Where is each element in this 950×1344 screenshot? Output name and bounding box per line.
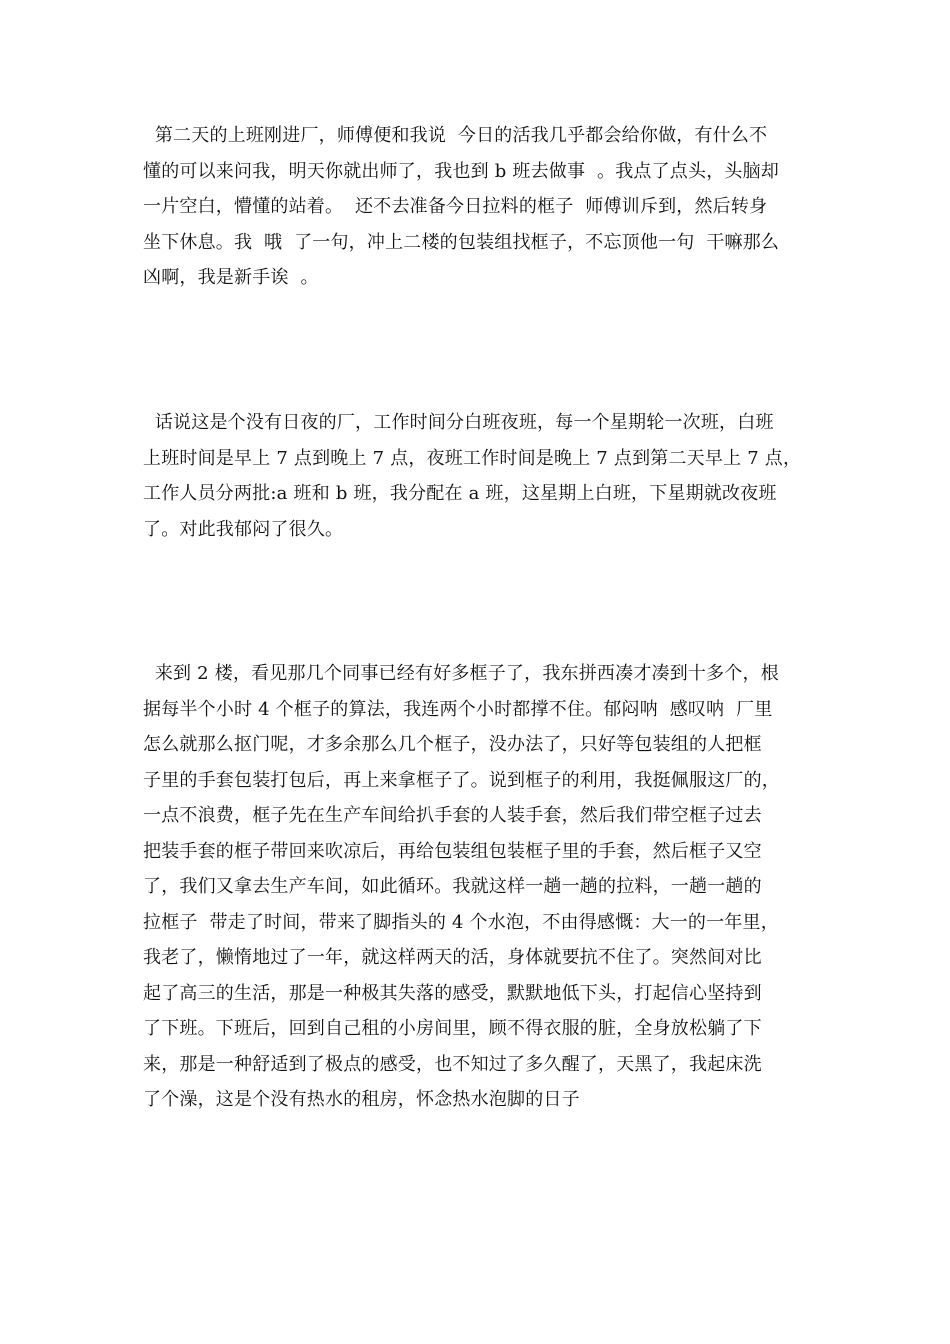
text-line: 工作人员分两批:a 班和 b 班，我分配在 a 班，这星期上白班，下星期就改夜班 <box>143 483 777 504</box>
text-line: 拉框子 带走了时间，带来了脚指头的 4 个水泡，不由得感慨：大一的一年里， <box>143 911 779 933</box>
text-line: 了下班。下班后，回到自己租的小房间里，顾不得衣服的脏，全身放松躺了下 <box>143 1018 762 1039</box>
text-line: 把装手套的框子带回来吹凉后，再给包装组包装框子里的手套，然后框子又空 <box>143 840 762 862</box>
text-line: 坐下休息。我 哦 了一句，冲上二楼的包装组找框子，不忘顶他一句 干嘛那么 <box>143 231 780 253</box>
text-line: 一点不浪费，框子先在生产车间给扒手套的人装手套，然后我们带空框子过去 <box>143 805 762 826</box>
text-line: 上班时间是早上 7 点到晚上 7 点，夜班工作时间是晚上 7 点到第二天早上 7 点， <box>143 447 802 469</box>
text-line: 怎么就那么抠门呢，才多余那么几个框子，没办法了，只好等包装组的人把框 <box>143 734 762 755</box>
text-line: 来，那是一种舒适到了极点的感受，也不知过了多久醒了，天黑了，我起床洗 <box>143 1053 762 1075</box>
text-line: 子里的手套包装打包后，再上来拿框子了。说到框子的利用，我挺佩服这厂的， <box>143 769 780 791</box>
paragraph-2 <box>143 405 823 547</box>
text-line: 我老了，懒惰地过了一年，就这样两天的活，身体就要抗不住了。突然间对比 <box>143 947 762 968</box>
text-line: 懂的可以来问我，明天你就出师了，我也到 b 班去做事 。我点了点头，头脑却 <box>143 160 780 182</box>
text-line: 起了高三的生活，那是一种极其失落的感受，默默地低下头，打起信心坚持到 <box>143 982 762 1004</box>
text-line: 一片空白，懵懂的站着。 还不去准备今日拉料的框子 师傅训斥到，然后转身 <box>143 196 768 217</box>
text-line: 话说这是个没有日夜的厂，工作时间分白班夜班，每一个星期轮一次班，白班 <box>143 412 774 433</box>
text-line: 来到 2 楼，看见那几个同事已经有好多框子了，我东拼西凑才凑到十多个，根 <box>143 663 779 684</box>
paragraph-3 <box>143 656 823 1118</box>
text-line: 了，我们又拿去生产车间，如此循环。我就这样一趟一趟的拉料，一趟一趟的 <box>143 876 762 897</box>
text-line: 了个澡，这是个没有热水的租房，怀念热水泡脚的日子 <box>143 1089 580 1110</box>
text-line: 了。对此我郁闷了很久。 <box>143 518 344 540</box>
text-line: 据每半个小时 4 个框子的算法，我连两个小时都撑不住。郁闷呐 感叹呐 厂里 <box>143 698 773 720</box>
text-line: 凶啊，我是新手诶 。 <box>143 267 319 288</box>
text-line: 第二天的上班刚进厂，师傅便和我说 今日的活我几乎都会给你做，有什么不 <box>143 125 768 146</box>
paragraph-1 <box>143 118 823 296</box>
